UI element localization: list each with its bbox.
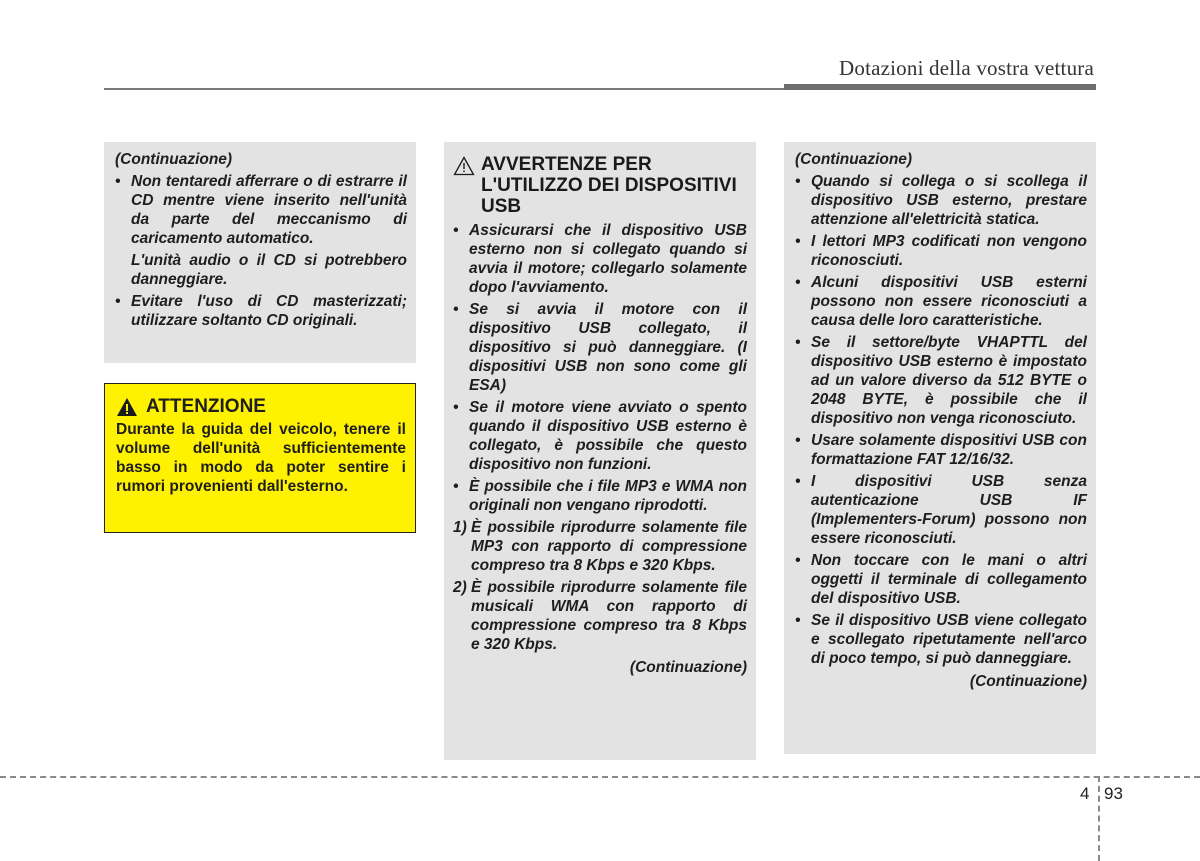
footer-rule <box>0 776 1200 778</box>
page-header-title: Dotazioni della vostra vettura <box>839 56 1094 80</box>
item-text: È possibile riprodurre solamente file MP3 con rapporto di compressione compreso tra 8 Kbps e 320 Kbps. <box>471 519 747 574</box>
list-item: • Evitare l'uso di CD masterizzati; utilizzare soltanto CD originali. <box>115 292 407 330</box>
continued-heading: (Continuazione) <box>115 151 233 168</box>
usb-warning-box <box>444 142 756 760</box>
numbered-item <box>453 518 747 575</box>
attention-body: Durante la guida del veicolo, tenere il volume dell'unità sufficientemente basso in modo da poter sentire i rumori provenienti dall'esterno. <box>116 421 406 495</box>
attention-header <box>116 396 406 418</box>
list-item: • Se si avvia il motore con il dispositivo USB collegato, il dispositivo si può danneggiare. (I dispositivi USB non sono come gli ESA) <box>453 300 747 395</box>
warning-triangle-icon <box>116 397 138 417</box>
attention-title: ATTENZIONE <box>146 396 266 417</box>
item-number: 1) <box>453 519 467 536</box>
list-item: • I dispositivi USB senza autenticazione USB IF (Implementers-Forum) possono non essere riconosciuti. <box>795 472 1087 548</box>
continued-heading: (Continuazione) <box>795 151 913 168</box>
warning-title: AVVERTENZE PER L'UTILIZZO DEI DISPOSITIVI USB <box>481 154 737 217</box>
list-item: • Se il dispositivo USB viene collegato e scollegato ripetutamente nell'arco di poco tempo, si può danneggiare. <box>795 611 1087 668</box>
attention-notice <box>104 383 416 533</box>
list-item: • Assicurarsi che il dispositivo USB esterno non si collegato quando si avvia il motore; collegarlo solamente dopo l'avviamento. <box>453 221 747 297</box>
list-item: • I lettori MP3 codificati non vengono riconosciuti. <box>795 232 1087 270</box>
continued-footer: (Continuazione) <box>969 673 1087 690</box>
list-item: • Alcuni dispositivi USB esterni possono non essere riconosciuti a causa delle loro caratteristiche. <box>795 273 1087 330</box>
list-item: • Non tentaredi afferrare o di estrarre il CD mentre viene inserito nell'unità da parte del meccanismo di caricamento automatico. <box>115 172 407 248</box>
item-text: È possibile riprodurre solamente file musicali WMA con rapporto di compressione compreso tra 8 Kbps e 320 Kbps. <box>471 579 747 653</box>
list-item: • Se il motore viene avviato o spento quando il dispositivo USB esterno è collegato, è possibile che questo dispositivo non funzioni. <box>453 398 747 474</box>
list-item-subtext: L'unità audio o il CD si potrebbero danneggiare. <box>131 252 407 288</box>
continued-footer: (Continuazione) <box>629 659 747 676</box>
list-item: • Quando si collega o si scollega il dispositivo USB esterno, prestare attenzione all'elettricità statica. <box>795 172 1087 229</box>
warning-header <box>453 154 747 217</box>
list-item: • È possibile che i file MP3 e WMA non originali non vengano riprodotti. <box>453 477 747 515</box>
list-item: • Usare solamente dispositivi USB con formattazione FAT 12/16/32. <box>795 431 1087 469</box>
list-item: • Se il settore/byte VHAPTTL del dispositivo USB esterno è impostato ad un valore diverso da 512 BYTE o 2048 BYTE, è possibile che il dispositivo non venga riconosciuto. <box>795 333 1087 428</box>
header-rule <box>104 88 784 90</box>
numbered-item <box>453 578 747 654</box>
header-rule-accent <box>784 84 1096 90</box>
usb-notes-box <box>784 142 1096 754</box>
page-number: 93 <box>1104 784 1123 803</box>
item-number: 2) <box>453 579 467 596</box>
footer-divider <box>1098 776 1100 861</box>
cd-caution-box <box>104 142 416 363</box>
list-item: • Non toccare con le mani o altri oggetti il terminale di collegamento del dispositivo USB. <box>795 551 1087 608</box>
warning-triangle-icon <box>453 156 475 176</box>
chapter-number: 4 <box>1080 784 1090 803</box>
